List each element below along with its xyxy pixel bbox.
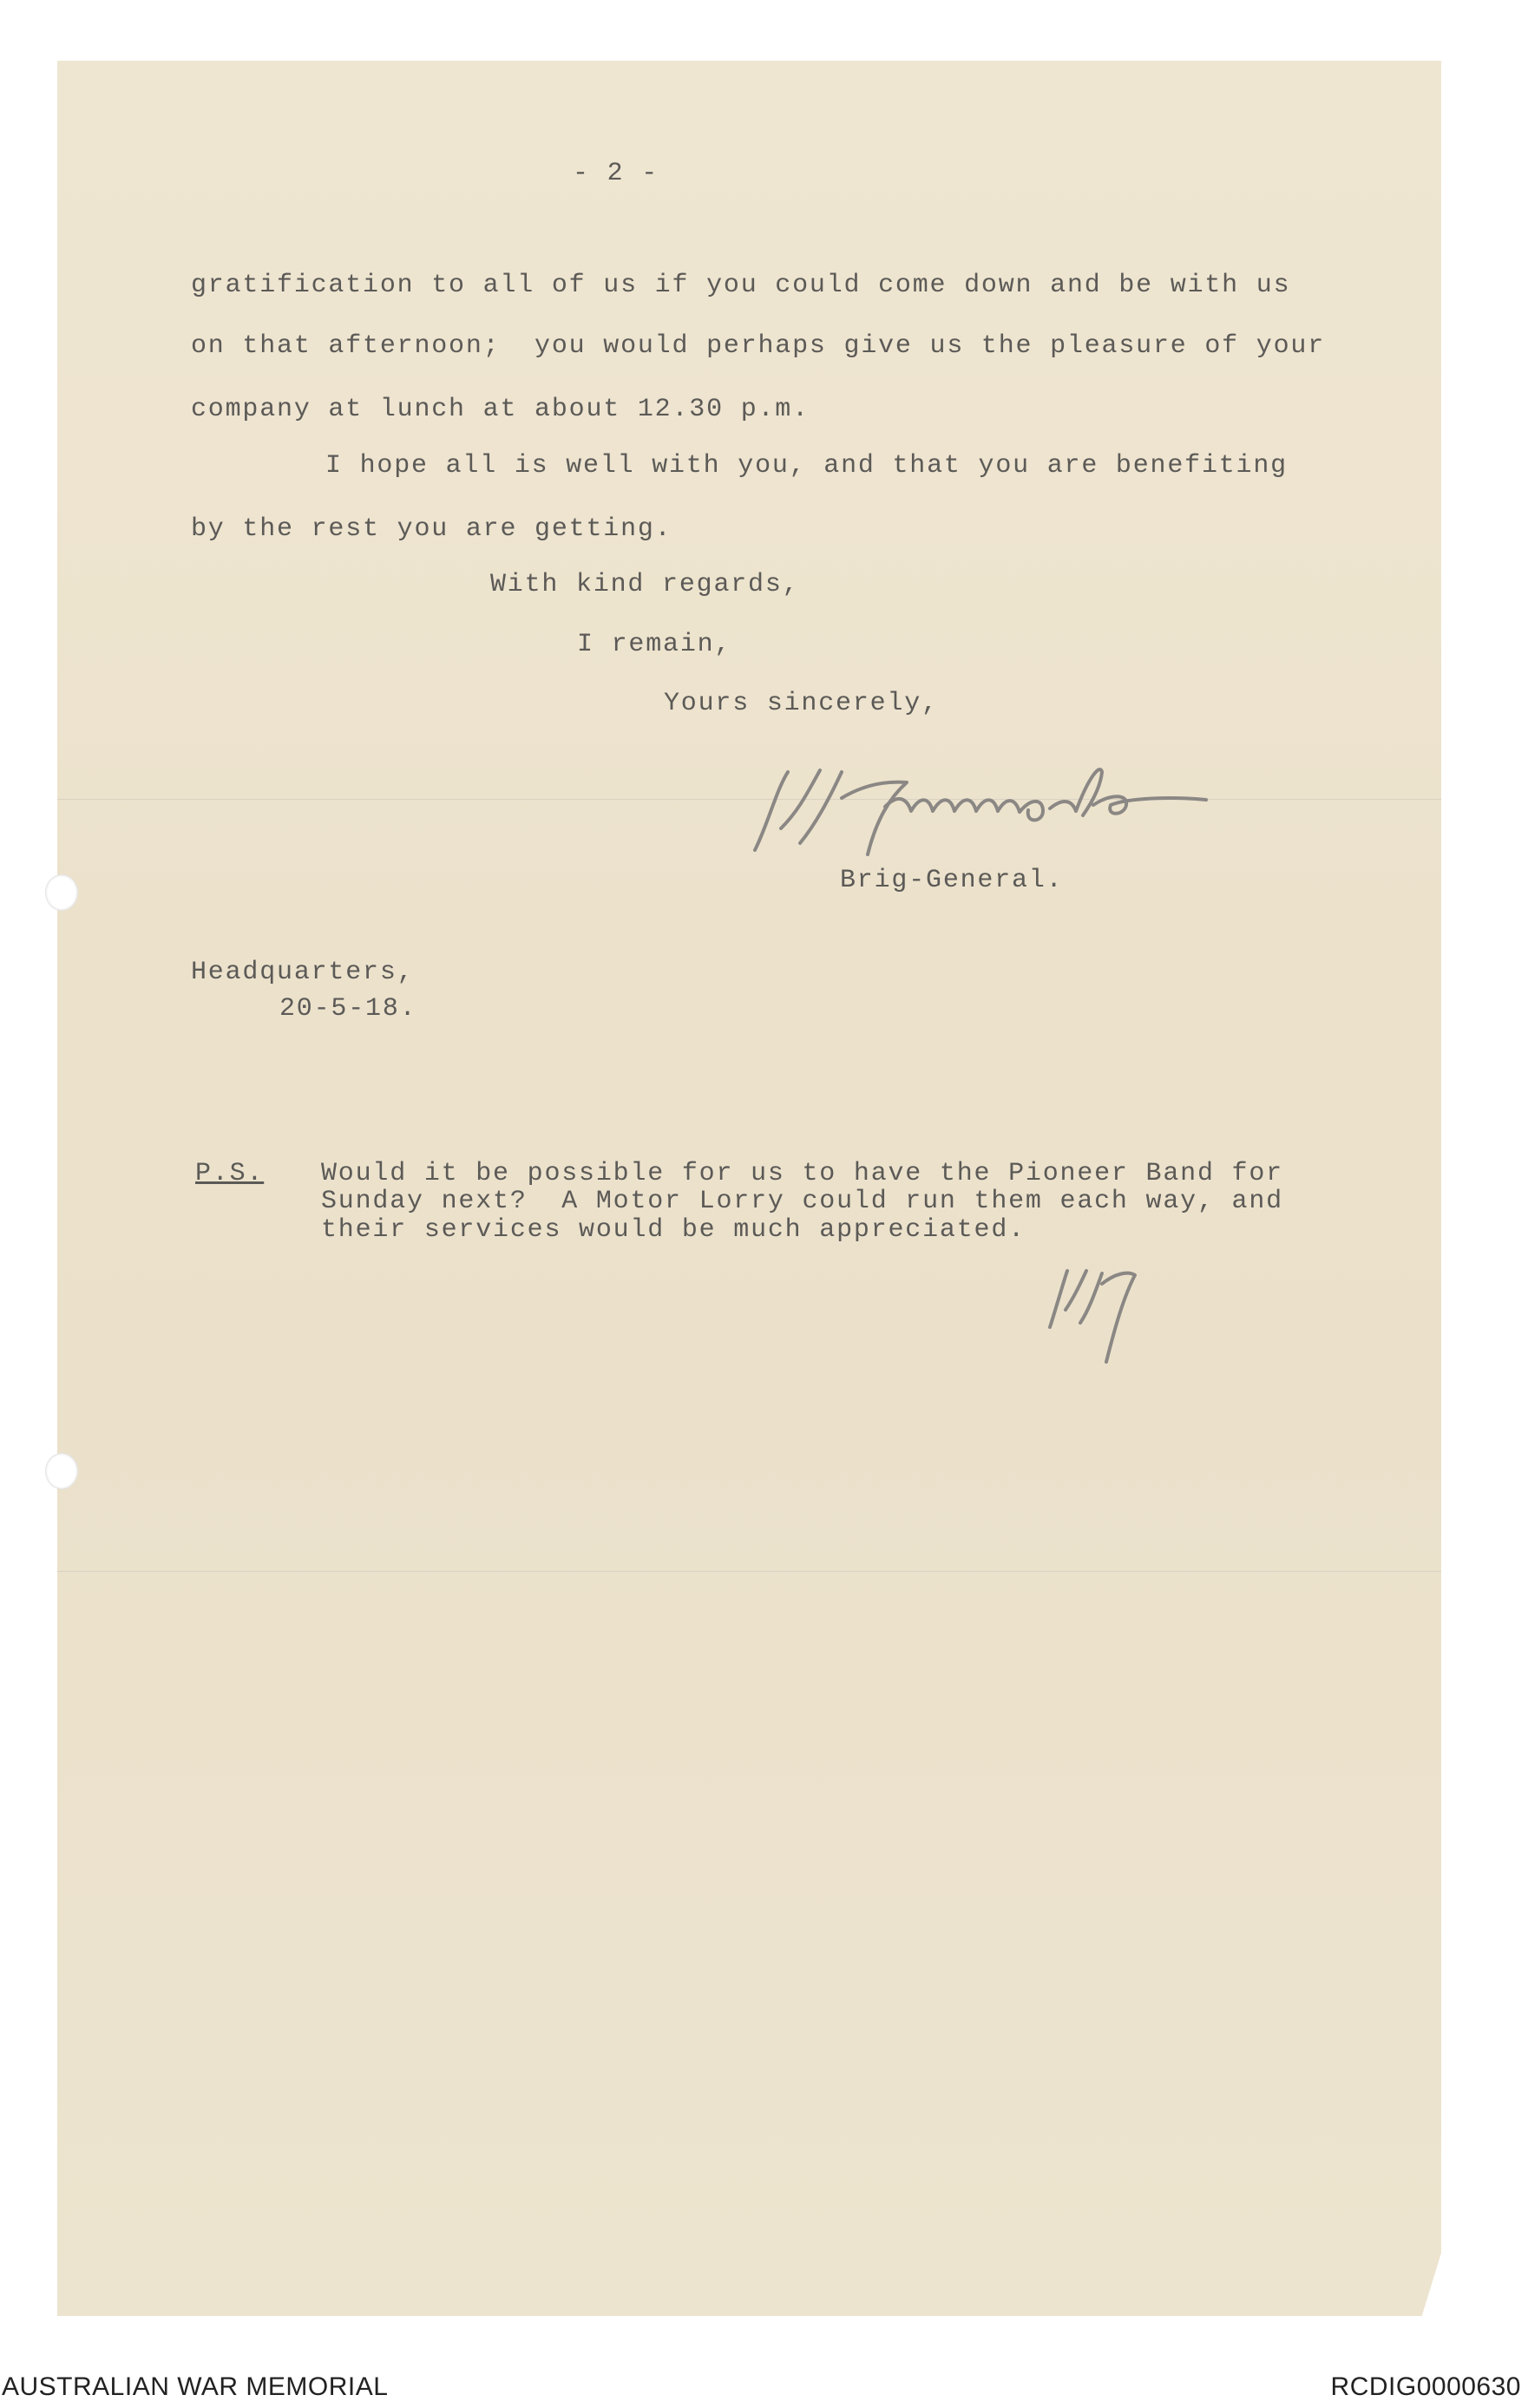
closing-remain: I remain, (577, 630, 732, 659)
closing-regards: With kind regards, (490, 570, 800, 599)
closing-sign-off: Yours sincerely, (664, 689, 939, 718)
punch-hole-upper (45, 874, 78, 911)
body-line-5: by the rest you are getting. (191, 514, 672, 544)
postscript-label: P.S. (195, 1159, 265, 1188)
body-line-4: I hope all is well with you, and that you are benefiting (325, 451, 1288, 481)
signatory-rank: Brig-General. (840, 866, 1064, 895)
paper-fold-lower (57, 1570, 1441, 1573)
punch-hole-lower (45, 1453, 78, 1489)
footer-institution: AUSTRALIAN WAR MEMORIAL (2, 2372, 389, 2401)
page-number: - 2 - (573, 159, 659, 188)
handwritten-initials (1033, 1232, 1154, 1371)
postscript-line-3: their services would be much appreciated. (321, 1215, 1026, 1245)
body-line-3: company at lunch at about 12.30 p.m. (191, 395, 810, 424)
location-place: Headquarters, (191, 958, 415, 987)
body-line-1: gratification to all of us if you could come down and be with us (191, 271, 1291, 300)
handwritten-signature (720, 746, 1258, 867)
body-line-2: on that afternoon; you would perhaps give us the pleasure of your (191, 331, 1325, 361)
letter-date: 20-5-18. (279, 994, 417, 1024)
footer-reference: RCDIG0000630 (1330, 2372, 1521, 2401)
postscript-line-1: Would it be possible for us to have the Pioneer Band for (321, 1159, 1283, 1188)
postscript-line-2: Sunday next? A Motor Lorry could run them each way, and (321, 1187, 1283, 1216)
